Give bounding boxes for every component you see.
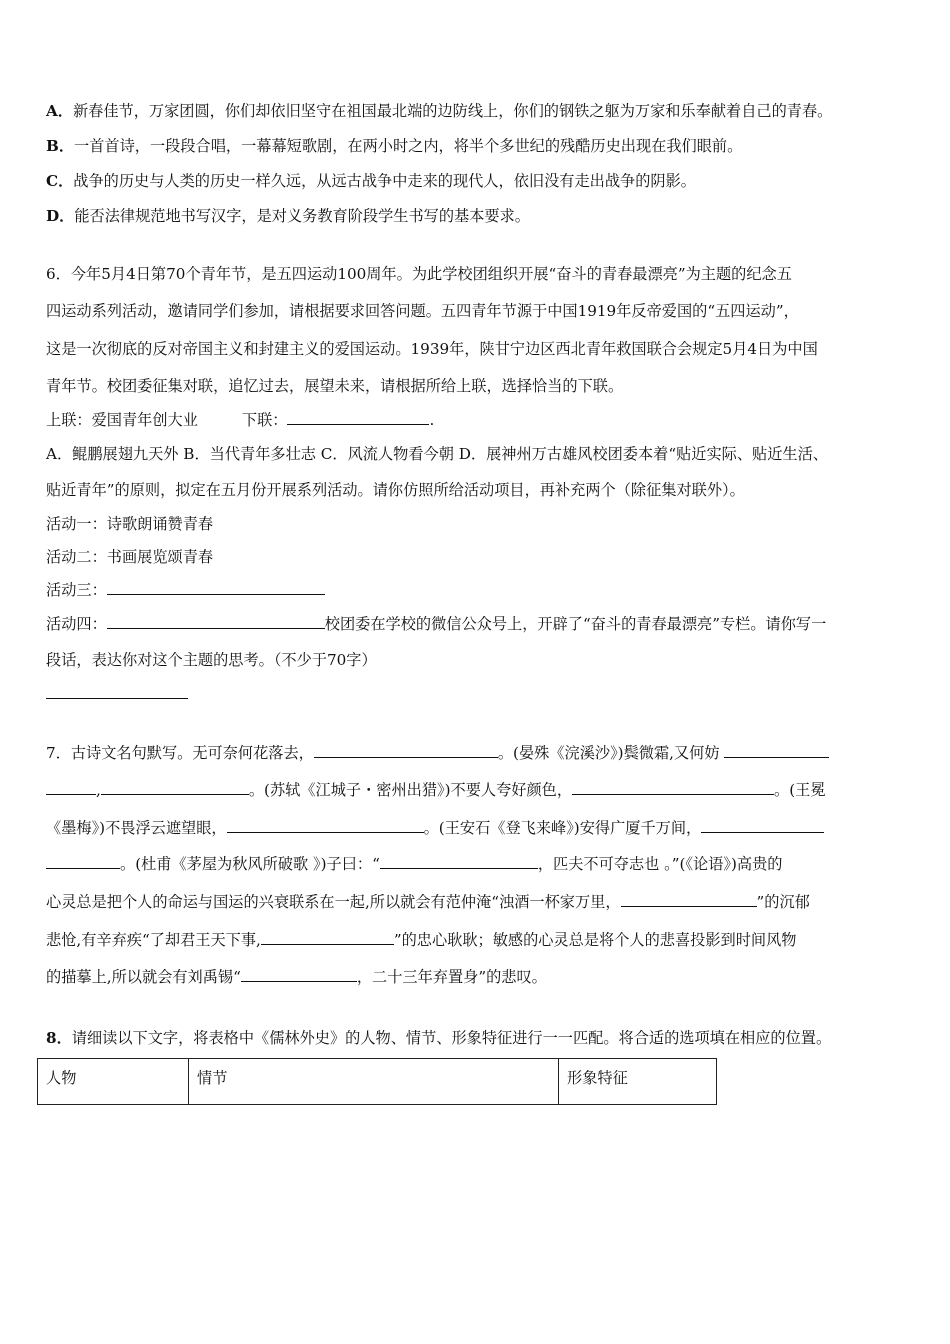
option-key: B． xyxy=(46,137,75,155)
option-key: C． xyxy=(46,172,74,190)
activity-4-blank[interactable] xyxy=(107,614,325,629)
q7-line-6 xyxy=(46,930,797,950)
couplet-lower-label: 下联： xyxy=(241,411,288,429)
q7-text: ，匹夫不可夺志也 。”(《论语》)高贵的 xyxy=(537,855,783,873)
q7-blank[interactable] xyxy=(241,967,357,982)
q7-line-5 xyxy=(46,892,810,912)
q7-text: 悲怆,有辛弃疾“了却君王天下事, xyxy=(46,931,261,949)
q7-line-4 xyxy=(46,854,783,874)
q7-text: 的描摹上,所以就会有刘禹锡“ xyxy=(46,968,241,986)
q8-number: 8． xyxy=(46,1029,72,1047)
q7-blank[interactable] xyxy=(572,780,774,795)
activity-3-blank[interactable] xyxy=(107,580,325,595)
q6-choices-cont: 贴近青年”的原则，拟定在五月份开展系列活动。请你仿照所给活动项目，再补充两个（除征集对联外）。 xyxy=(46,481,745,499)
q8-prompt xyxy=(46,1028,831,1048)
couplet-upper: 上联：爱国青年创大业 xyxy=(46,411,198,429)
option-d xyxy=(46,206,530,226)
q7-line-3 xyxy=(46,818,824,838)
q6-choices: A．鲲鹏展翅九天外 B．当代青年多壮志 C．风流人物看今朝 D．展神州万古雄风校团委本着“贴近实际、贴近生活、 xyxy=(46,445,828,463)
option-a xyxy=(46,101,832,121)
option-text: 战争的历史与人类的历史一样久远，从远古战争中走来的现代人，依旧没有走出战争的阴影。 xyxy=(73,172,696,190)
q7-text: ”的忠心耿耿；敏感的心灵总是将个人的悲喜投影到时间风物 xyxy=(393,931,797,949)
q7-text: 《墨梅》)不畏浮云遮望眼， xyxy=(46,819,227,837)
option-c xyxy=(46,171,696,191)
q7-text: 。(王安石《登飞来峰》)安得广厦千万间， xyxy=(423,819,702,837)
q7-blank[interactable] xyxy=(314,743,498,758)
option-text: 新春佳节，万家团圆，你们却依旧坚守在祖国最北端的边防线上，你们的钢铁之躯为万家和乐奉献着自己的青春。 xyxy=(72,102,833,120)
option-text: 能否法律规范地书写汉字，是对义务教育阶段学生书写的基本要求。 xyxy=(74,207,530,225)
q7-text: 。(王冕 xyxy=(774,781,826,799)
activity-4-label: 活动四： xyxy=(46,615,107,633)
q7-blank[interactable] xyxy=(46,780,96,795)
col-header-plot: 情节 xyxy=(189,1059,559,1105)
q7-blank[interactable] xyxy=(227,818,424,833)
q7-text: 心灵总是把个人的命运与国运的兴衰联系在一起,所以就会有范仲淹“浊酒一杯家万里， xyxy=(46,893,621,911)
activity-3-label: 活动三： xyxy=(46,581,107,599)
q7-text: ，二十三年弃置身”的悲叹。 xyxy=(356,968,547,986)
q7-blank[interactable] xyxy=(380,854,538,869)
q7-blank[interactable] xyxy=(101,780,249,795)
q6-line-2: 四运动系列活动，邀请同学们参加，请根据要求回答问题。五四青年节源于中国1919年反帝爱国的“五四运动”， xyxy=(46,302,799,320)
essay-blank[interactable] xyxy=(46,684,188,699)
q6-line-1: 6．今年5月4日第70个青年节，是五四运动100周年。为此学校团组织开展“奋斗的青春最漂亮”为主题的纪念五 xyxy=(46,265,792,283)
activity-4 xyxy=(46,614,826,634)
q7-text: , xyxy=(96,781,101,799)
q7-line-2 xyxy=(46,780,826,800)
essay-answer xyxy=(46,684,188,704)
q8-text: 请细读以下文字，将表格中《儒林外史》的人物、情节、形象特征进行一一匹配。将合适的选项填在相应的位置。 xyxy=(71,1029,832,1047)
essay-prompt: 段话，表达你对这个主题的思考。（不少于70字） xyxy=(46,651,377,669)
q7-text: 。(苏轼《江城子・密州出猎》)不要人夸好颜色， xyxy=(248,781,573,799)
q6-line-4: 青年节。校团委征集对联，追忆过去，展望未来，请根据所给上联，选择恰当的下联。 xyxy=(46,377,624,395)
activity-2: 活动二：书画展览颂青春 xyxy=(46,548,214,566)
couplet-line xyxy=(46,410,434,430)
couplet-lower-blank[interactable] xyxy=(287,410,429,425)
col-header-person: 人物 xyxy=(38,1059,189,1105)
q7-text: 。(杜甫《茅屋为秋风所破歌 》)子曰：“ xyxy=(120,855,380,873)
table-header-row xyxy=(38,1059,717,1105)
option-text: 一首首诗，一段段合唱，一幕幕短歌剧，在两小时之内，将半个多世纪的残酷历史出现在我们眼前。 xyxy=(74,137,743,155)
q8-table xyxy=(37,1058,717,1105)
q7-text: 。(晏殊《浣溪沙》)鬓微霜,又何妨 xyxy=(497,744,725,762)
option-key: D． xyxy=(46,207,75,225)
activity-1: 活动一：诗歌朗诵赞青春 xyxy=(46,515,214,533)
q7-blank[interactable] xyxy=(701,818,824,833)
q7-blank[interactable] xyxy=(724,743,829,758)
q6-line-3: 这是一次彻底的反对帝国主义和封建主义的爱国运动。1939年，陕甘宁边区西北青年救国联合会规定5月4日为中国 xyxy=(46,340,818,358)
q7-text: ”的沉郁 xyxy=(756,893,810,911)
q7-blank[interactable] xyxy=(621,892,757,907)
q7-blank[interactable] xyxy=(261,930,394,945)
activity-3 xyxy=(46,580,325,600)
couplet-end: . xyxy=(429,411,435,429)
q7-blank[interactable] xyxy=(46,854,120,869)
activity-4-tail: 校团委在学校的微信公众号上，开辟了“奋斗的青春最漂亮”专栏。请你写一 xyxy=(324,615,827,633)
option-key: A． xyxy=(46,102,73,120)
q7-line-1 xyxy=(46,743,829,763)
q7-line-7 xyxy=(46,967,547,987)
q7-text: 7．古诗文名句默写。无可奈何花落去， xyxy=(46,744,314,762)
col-header-trait: 形象特征 xyxy=(559,1059,717,1105)
option-b xyxy=(46,136,742,156)
